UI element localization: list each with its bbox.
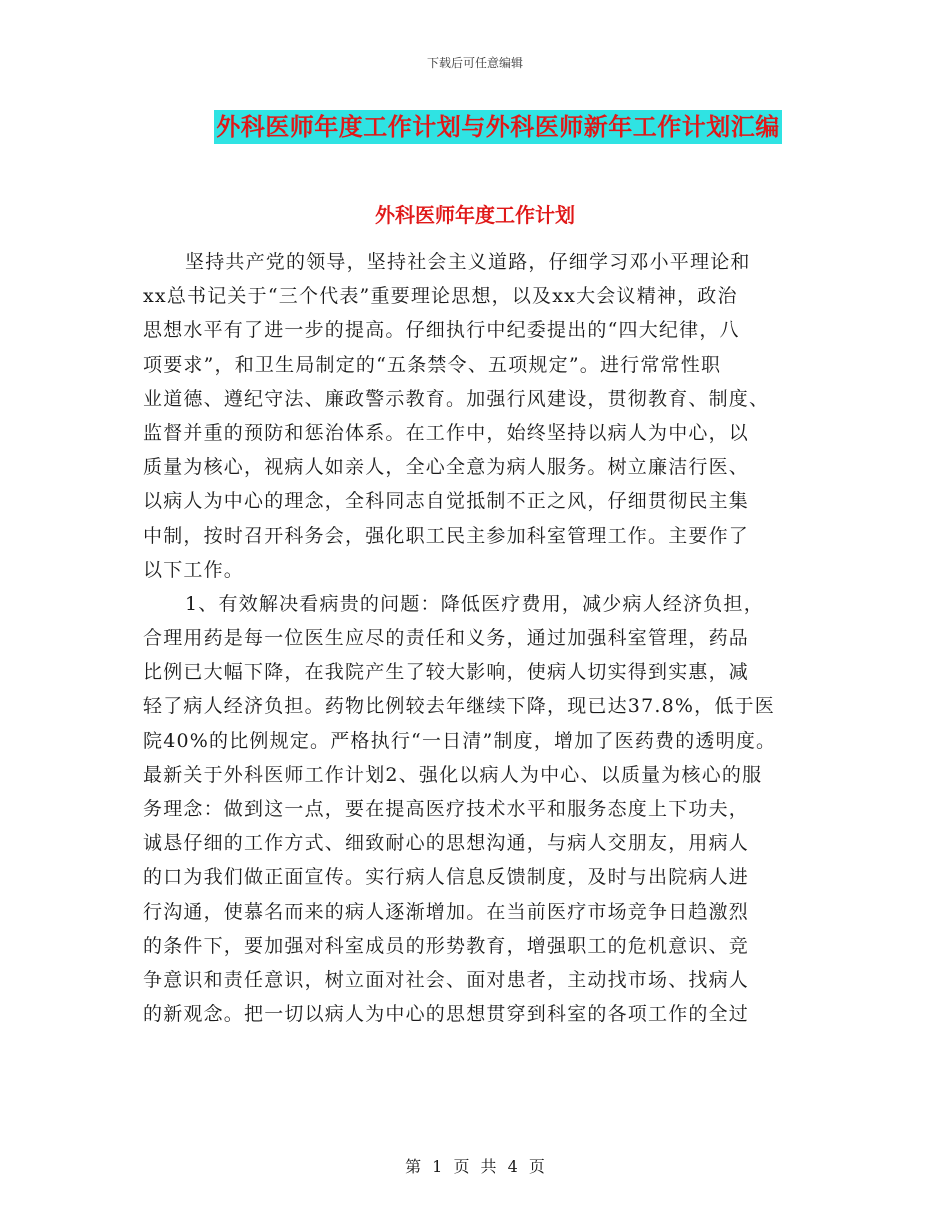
paragraph-line: 行沟通，使慕名而来的病人逐渐增加。在当前医疗市场竞争日趋激烈 [143,900,750,923]
section-title: 外科医师年度工作计划 [375,203,575,227]
paragraph-line: 轻了病人经济负担。药物比例较去年继续下降，现已达37.8%，低于医 [143,695,775,718]
paragraph-line: 诚恳仔细的工作方式、细致耐心的思想沟通，与病人交朋友，用病人 [143,832,750,855]
paragraph-line: 比例已大幅下降，在我院产生了较大影响，使病人切实得到实惠，减 [143,661,750,684]
paragraph-line: 中制，按时召开科务会，强化职工民主参加科室管理工作。主要作了 [143,524,750,547]
paragraph-line: 1、有效解决看病贵的问题：降低医疗费用，减少病人经济负担， [185,592,764,615]
header-note: 下载后可任意编辑 [426,56,523,70]
paragraph-line: 务理念：做到这一点，要在提高医疗技术水平和服务态度上下功夫， [143,798,750,820]
paragraph-line: 院40%的比例规定。严格执行“一日清”制度，增加了医药费的透明度。 [143,729,777,752]
doc-title-wrap [0,110,950,144]
paragraph-line: 的新观念。把一切以病人为中心的思想贯穿到科室的各项工作的全过 [143,1003,750,1026]
paragraph-line: xx总书记关于“三个代表”重要理论思想，以及xx大会议精神，政治 [143,285,738,308]
paragraph-line: 以病人为中心的理念，全科同志自觉抵制不正之风，仔细贯彻民主集 [143,490,750,513]
paragraph-line: 业道德、遵纪守法、廉政警示教育。加强行风建设，贯彻教育、制度、 [143,387,770,410]
page-footer: 第 1 页 共 4 页 [405,1157,545,1176]
paragraph-line: 以下工作。 [143,558,245,581]
paragraph-line: 争意识和责任意识，树立面对社会、面对患者，主动找市场、找病人 [143,968,750,991]
paragraph-line: 质量为核心，视病人如亲人，全心全意为病人服务。树立廉洁行医、 [143,456,750,479]
paragraph-line: 最新关于外科医师工作计划2、强化以病人为中心、以质量为核心的服 [143,763,763,786]
paragraph-line: 监督并重的预防和惩治体系。在工作中，始终坚持以病人为中心，以 [143,421,750,444]
paragraph-line: 合理用药是每一位医生应尽的责任和义务，通过加强科室管理，药品 [143,627,750,650]
paragraph-line: 的条件下，要加强对科室成员的形势教育，增强职工的危机意识、竞 [143,934,750,957]
paragraph-line: 项要求”，和卫生局制定的“五条禁令、五项规定”。进行常常性职 [143,353,722,376]
paragraph-line: 的口为我们做正面宣传。实行病人信息反馈制度，及时与出院病人进 [143,866,750,889]
body-text [143,245,843,1031]
paragraph-line: 思想水平有了进一步的提高。仔细执行中纪委提出的“四大纪律，八 [143,319,740,342]
paragraph-line: 坚持共产党的领导，坚持社会主义道路，仔细学习邓小平理论和 [185,251,751,273]
document-title: 外科医师年度工作计划与外科医师新年工作计划汇编 [214,110,782,144]
